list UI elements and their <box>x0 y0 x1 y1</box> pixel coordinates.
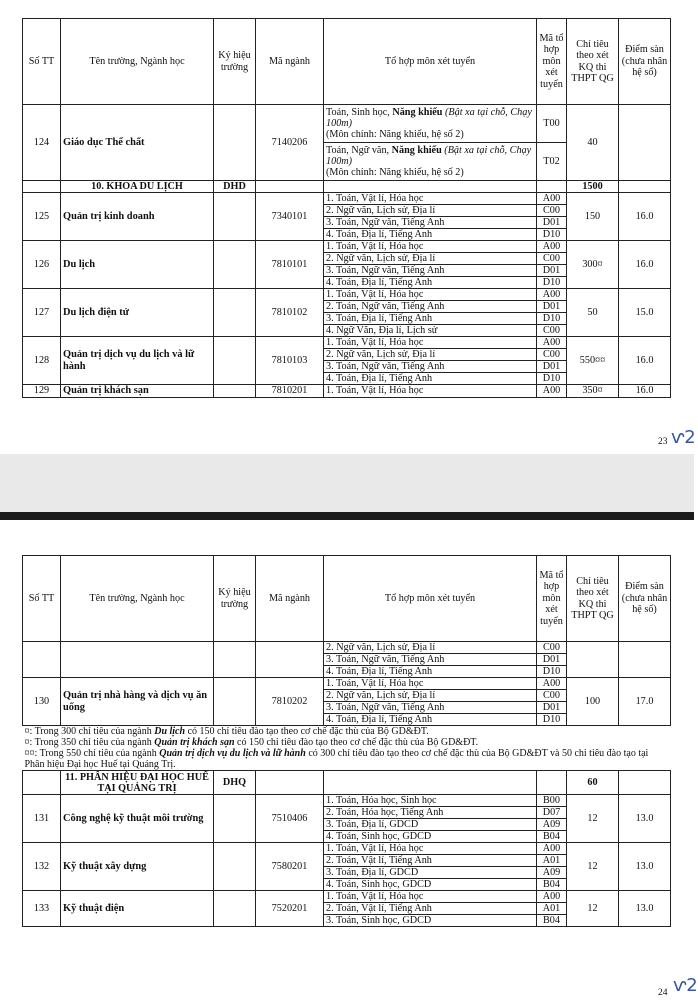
major-code-cell: 7520201 <box>256 891 324 927</box>
stt-cell: 128 <box>23 337 61 385</box>
major-name: Công nghệ kỹ thuật môi trường <box>61 795 214 843</box>
table-row <box>23 105 671 143</box>
comb-code-cell: D10 <box>537 229 567 241</box>
quota-cell: 50 <box>567 289 619 337</box>
header-combination: Tổ hợp môn xét tuyển <box>324 556 537 642</box>
combination-cell: 4. Ngữ Văn, Địa lí, Lịch sử <box>324 325 537 337</box>
major-name: Du lịch điện tử <box>61 289 214 337</box>
header-combination: Tổ hợp môn xét tuyển <box>324 19 537 105</box>
comb-code-cell: D10 <box>537 714 567 726</box>
stt-cell: 131 <box>23 795 61 843</box>
combination-cell: 2. Toán, Vật lí, Tiếng Anh <box>324 855 537 867</box>
table-row <box>23 795 671 807</box>
major-code-cell: 7580201 <box>256 843 324 891</box>
combination-cell: 3. Toán, Ngữ văn, Tiếng Anh <box>324 217 537 229</box>
comb-code-cell: A00 <box>537 241 567 253</box>
combination-cell: 3. Toán, Ngữ văn, Tiếng Anh <box>324 361 537 373</box>
header-quota: Chỉ tiêu theo xét KQ thi THPT QG <box>567 19 619 105</box>
combination-cell: 2. Ngữ văn, Lịch sử, Địa lí <box>324 690 537 702</box>
major-code-cell: 7810103 <box>256 337 324 385</box>
floor-cell: 16.0 <box>619 337 671 385</box>
floor-cell <box>619 105 671 181</box>
school-code-cell <box>214 843 256 891</box>
comb-code-cell: A00 <box>537 337 567 349</box>
comb-code-cell: D01 <box>537 301 567 313</box>
floor-cell: 13.0 <box>619 891 671 927</box>
combination-cell: 2. Ngữ văn, Lịch sử, Địa lí <box>324 253 537 265</box>
quota-cell: 12 <box>567 891 619 927</box>
header-floor: Điểm sàn (chưa nhân hệ số) <box>619 19 671 105</box>
floor-cell: 17.0 <box>619 678 671 726</box>
combination-cell: 4. Toán, Địa lí, Tiếng Anh <box>324 373 537 385</box>
combination-cell: 3. Toán, Sinh học, GDCD <box>324 915 537 927</box>
stt-cell: 125 <box>23 193 61 241</box>
comb-code-cell: D01 <box>537 702 567 714</box>
combination-cell <box>324 105 537 143</box>
major-code-cell: 7140206 <box>256 105 324 181</box>
combination-cell: 4. Toán, Sinh học, GDCD <box>324 831 537 843</box>
table-row <box>23 193 671 205</box>
comb-code-cell: C00 <box>537 642 567 654</box>
comb-code-cell: T00 <box>537 105 567 143</box>
combo-note: (Môn chính: Năng khiếu, hệ số 2) <box>326 129 464 140</box>
combination-cell: 1. Toán, Vật lí, Hóa học <box>324 193 537 205</box>
page-gap <box>0 454 694 520</box>
combination-cell: 1. Toán, Vật lí, Hóa học <box>324 241 537 253</box>
comb-code-cell: A00 <box>537 843 567 855</box>
footnote-text: có 150 chỉ tiêu đào tạo theo cơ chế đặc thù của Bộ GD&ĐT. <box>185 726 429 737</box>
combo-text: Toán, Ngữ văn, <box>326 145 392 156</box>
header-name: Tên trường, Ngành học <box>61 19 214 105</box>
comb-code-cell: D01 <box>537 361 567 373</box>
major-name: Giáo dục Thể chất <box>61 105 214 181</box>
comb-code-cell: C00 <box>537 690 567 702</box>
comb-code-cell: D07 <box>537 807 567 819</box>
combo-text-italic: (Bật xa tại chỗ, Chạy 100m) <box>326 107 532 129</box>
section-empty <box>619 771 671 795</box>
section-stt-cell <box>23 771 61 795</box>
major-code-cell: 7340101 <box>256 193 324 241</box>
quota-cell: 550¤¤ <box>567 337 619 385</box>
initials-signature: ⱱ2 <box>673 975 698 996</box>
page-24 <box>0 520 698 1004</box>
major-code-cell: 7810101 <box>256 241 324 289</box>
admission-table-page-24 <box>22 555 671 927</box>
section-school-code: DHD <box>214 181 256 193</box>
combination-cell: 1. Toán, Vật lí, Hóa học <box>324 289 537 301</box>
major-name: Kỹ thuật điện <box>61 891 214 927</box>
comb-code-cell: D01 <box>537 654 567 666</box>
page-number: 24 <box>658 988 668 998</box>
stt-cell: 133 <box>23 891 61 927</box>
combination-cell: 4. Toán, Sinh học, GDCD <box>324 879 537 891</box>
table-row <box>23 241 671 253</box>
section-row <box>23 771 671 795</box>
header-comb-code: Mã tổ hợp môn xét tuyển <box>537 19 567 105</box>
footnote-text: có 150 chỉ tiêu đào tạo theo cơ chế đặc thù của Bộ GD&ĐT. <box>234 737 479 748</box>
combination-cell: 1. Toán, Vật lí, Hóa học <box>324 678 537 690</box>
table-header <box>23 19 671 105</box>
header-stt: Số TT <box>23 556 61 642</box>
stt-cell: 124 <box>23 105 61 181</box>
quota-cell: 300¤ <box>567 241 619 289</box>
section-quota: 1500 <box>567 181 619 193</box>
quota-cell: 40 <box>567 105 619 181</box>
major-code-cell: 7810201 <box>256 385 324 398</box>
section-stt-cell <box>23 181 61 193</box>
stt-cell: 132 <box>23 843 61 891</box>
combination-cell: 1. Toán, Hóa học, Sinh học <box>324 795 537 807</box>
comb-code-cell: T02 <box>537 143 567 181</box>
comb-code-cell: D01 <box>537 265 567 277</box>
comb-code-cell: D10 <box>537 666 567 678</box>
comb-code-cell: A01 <box>537 855 567 867</box>
floor-cell: 16.0 <box>619 385 671 398</box>
comb-code-cell: B04 <box>537 915 567 927</box>
comb-code-cell: C00 <box>537 253 567 265</box>
combination-cell: 3. Toán, Địa lí, GDCD <box>324 867 537 879</box>
header-major-code: Mã ngành <box>256 19 324 105</box>
comb-code-cell: C00 <box>537 349 567 361</box>
stt-cell: 130 <box>23 678 61 726</box>
combo-text-italic: (Bật xa tại chỗ, Chạy 100m) <box>326 145 532 167</box>
comb-code-cell: B04 <box>537 831 567 843</box>
combination-cell: 2. Ngữ văn, Lịch sử, Địa lí <box>324 642 537 654</box>
footnote-text: ¤: Trong 350 chỉ tiêu của ngành <box>24 737 155 748</box>
school-code-cell <box>214 241 256 289</box>
combination-cell: 3. Toán, Ngữ văn, Tiếng Anh <box>324 654 537 666</box>
comb-code-cell: A09 <box>537 867 567 879</box>
school-code-cell <box>214 105 256 181</box>
section-title: 10. KHOA DU LỊCH <box>61 181 214 193</box>
header-school-code: Ký hiệu trường <box>214 19 256 105</box>
table-row <box>23 891 671 903</box>
major-name: Du lịch <box>61 241 214 289</box>
section-empty <box>324 771 537 795</box>
page-number: 23 <box>658 437 668 447</box>
major-name: Quản trị nhà hàng và dịch vụ ăn uống <box>61 678 214 726</box>
combination-cell: 2. Toán, Ngữ văn, Tiếng Anh <box>324 301 537 313</box>
section-school-code: DHQ <box>214 771 256 795</box>
comb-code-cell: A00 <box>537 193 567 205</box>
combination-cell: 4. Toán, Địa lí, Tiếng Anh <box>324 229 537 241</box>
section-empty <box>256 181 324 193</box>
school-code-cell <box>214 193 256 241</box>
floor-cell: 15.0 <box>619 289 671 337</box>
comb-code-cell: A00 <box>537 385 567 398</box>
combination-cell: 3. Toán, Địa lí, GDCD <box>324 819 537 831</box>
footnote-text: có 300 chỉ tiêu đào tạo theo cơ chế đặc thù của Bộ GD&ĐT và 50 chỉ tiêu đào tạo tại Phân hiệu Đại học Huế tại Quảng Trị. <box>24 748 649 770</box>
school-code-cell <box>214 385 256 398</box>
table-row <box>23 385 671 398</box>
section-empty <box>256 771 324 795</box>
table-row <box>23 678 671 690</box>
quota-cell: 12 <box>567 795 619 843</box>
comb-code-cell: D10 <box>537 373 567 385</box>
footnote-major: Quản trị dịch vụ du lịch và lữ hành <box>159 748 306 759</box>
major-code-cell: 7510406 <box>256 795 324 843</box>
header-floor: Điểm sàn (chưa nhân hệ số) <box>619 556 671 642</box>
comb-code-cell: D10 <box>537 277 567 289</box>
floor-cell: 13.0 <box>619 843 671 891</box>
section-row <box>23 181 671 193</box>
section-quota: 60 <box>567 771 619 795</box>
floor-cell: 16.0 <box>619 241 671 289</box>
stt-cell <box>23 642 61 678</box>
combination-cell: 2. Ngữ văn, Lịch sử, Địa lí <box>324 205 537 217</box>
comb-code-cell: B00 <box>537 795 567 807</box>
major-code-cell: 7810202 <box>256 678 324 726</box>
footnote-major: Quản trị khách sạn <box>154 737 235 748</box>
combination-cell: 1. Toán, Vật lí, Hóa học <box>324 843 537 855</box>
floor-cell: 16.0 <box>619 193 671 241</box>
header-major-code: Mã ngành <box>256 556 324 642</box>
combination-cell: 2. Ngữ văn, Lịch sử, Địa lí <box>324 349 537 361</box>
combination-cell <box>324 143 537 181</box>
school-code-cell <box>214 678 256 726</box>
school-code-cell <box>214 795 256 843</box>
footnotes <box>23 726 671 771</box>
notes-row <box>23 726 671 771</box>
stt-cell: 126 <box>23 241 61 289</box>
section-empty <box>324 181 537 193</box>
stt-cell: 127 <box>23 289 61 337</box>
major-name: Quản trị khách sạn <box>61 385 214 398</box>
comb-code-cell: A00 <box>537 678 567 690</box>
major-code-cell: 7810102 <box>256 289 324 337</box>
table-row <box>23 337 671 349</box>
school-code-cell <box>214 289 256 337</box>
admission-table-page-23 <box>22 18 671 398</box>
comb-code-cell: C00 <box>537 325 567 337</box>
combination-cell: 3. Toán, Ngữ văn, Tiếng Anh <box>324 702 537 714</box>
combination-cell: 2. Toán, Hóa học, Tiếng Anh <box>324 807 537 819</box>
major-code-cell <box>256 642 324 678</box>
school-code-cell <box>214 337 256 385</box>
quota-cell <box>567 642 619 678</box>
combination-cell: 4. Toán, Địa lí, Tiếng Anh <box>324 277 537 289</box>
school-code-cell <box>214 891 256 927</box>
section-title: 11. PHÂN HIỆU ĐẠI HỌC HUẾ TẠI QUẢNG TRỊ <box>61 771 214 795</box>
combo-note: (Môn chính: Năng khiếu, hệ số 2) <box>326 167 464 178</box>
header-school-code: Ký hiệu trường <box>214 556 256 642</box>
major-name <box>61 642 214 678</box>
section-empty <box>537 181 567 193</box>
quota-cell: 12 <box>567 843 619 891</box>
footnote-major: Du lịch <box>154 726 186 737</box>
comb-code-cell: A00 <box>537 891 567 903</box>
footnote <box>25 726 669 737</box>
footnote <box>25 748 669 770</box>
table-row <box>23 642 671 654</box>
quota-cell: 350¤ <box>567 385 619 398</box>
table-row <box>23 289 671 301</box>
comb-code-cell: B04 <box>537 879 567 891</box>
table-header <box>23 556 671 642</box>
comb-code-cell: A01 <box>537 903 567 915</box>
header-quota: Chỉ tiêu theo xét KQ thi THPT QG <box>567 556 619 642</box>
combination-cell: 1. Toán, Vật lí, Hóa học <box>324 891 537 903</box>
combination-cell: 1. Toán, Vật lí, Hóa học <box>324 385 537 398</box>
combination-cell: 2. Toán, Vật lí, Tiếng Anh <box>324 903 537 915</box>
comb-code-cell: D01 <box>537 217 567 229</box>
combination-cell: 3. Toán, Ngữ văn, Tiếng Anh <box>324 265 537 277</box>
school-code-cell <box>214 642 256 678</box>
comb-code-cell: A00 <box>537 289 567 301</box>
comb-code-cell: C00 <box>537 205 567 217</box>
combination-cell: 3. Toán, Địa lí, Tiếng Anh <box>324 313 537 325</box>
combination-cell: 1. Toán, Vật lí, Hóa học <box>324 337 537 349</box>
comb-code-cell: A09 <box>537 819 567 831</box>
header-comb-code: Mã tổ hợp môn xét tuyển <box>537 556 567 642</box>
initials-signature: ⱱ2 <box>671 427 696 448</box>
major-name: Quản trị dịch vụ du lịch và lữ hành <box>61 337 214 385</box>
table-row <box>23 843 671 855</box>
page-separator <box>0 512 694 520</box>
footnote <box>25 737 669 748</box>
page-23 <box>0 0 694 454</box>
combo-text-bold: Năng khiếu <box>391 145 442 156</box>
combination-cell: 4. Toán, Địa lí, Tiếng Anh <box>324 666 537 678</box>
comb-code-cell: D10 <box>537 313 567 325</box>
header-name: Tên trường, Ngành học <box>61 556 214 642</box>
major-name: Quản trị kinh doanh <box>61 193 214 241</box>
section-empty <box>619 181 671 193</box>
footnote-text: ¤¤: Trong 550 chỉ tiêu của ngành <box>24 748 160 759</box>
quota-cell: 100 <box>567 678 619 726</box>
section-empty <box>537 771 567 795</box>
footnote-text: ¤: Trong 300 chỉ tiêu của ngành <box>24 726 155 737</box>
floor-cell <box>619 642 671 678</box>
combo-text-bold: Năng khiếu <box>392 107 443 118</box>
combination-cell: 4. Toán, Địa lí, Tiếng Anh <box>324 714 537 726</box>
major-name: Kỹ thuật xây dựng <box>61 843 214 891</box>
header-stt: Số TT <box>23 19 61 105</box>
stt-cell: 129 <box>23 385 61 398</box>
floor-cell: 13.0 <box>619 795 671 843</box>
combo-text: Toán, Sinh học, <box>326 107 393 118</box>
quota-cell: 150 <box>567 193 619 241</box>
